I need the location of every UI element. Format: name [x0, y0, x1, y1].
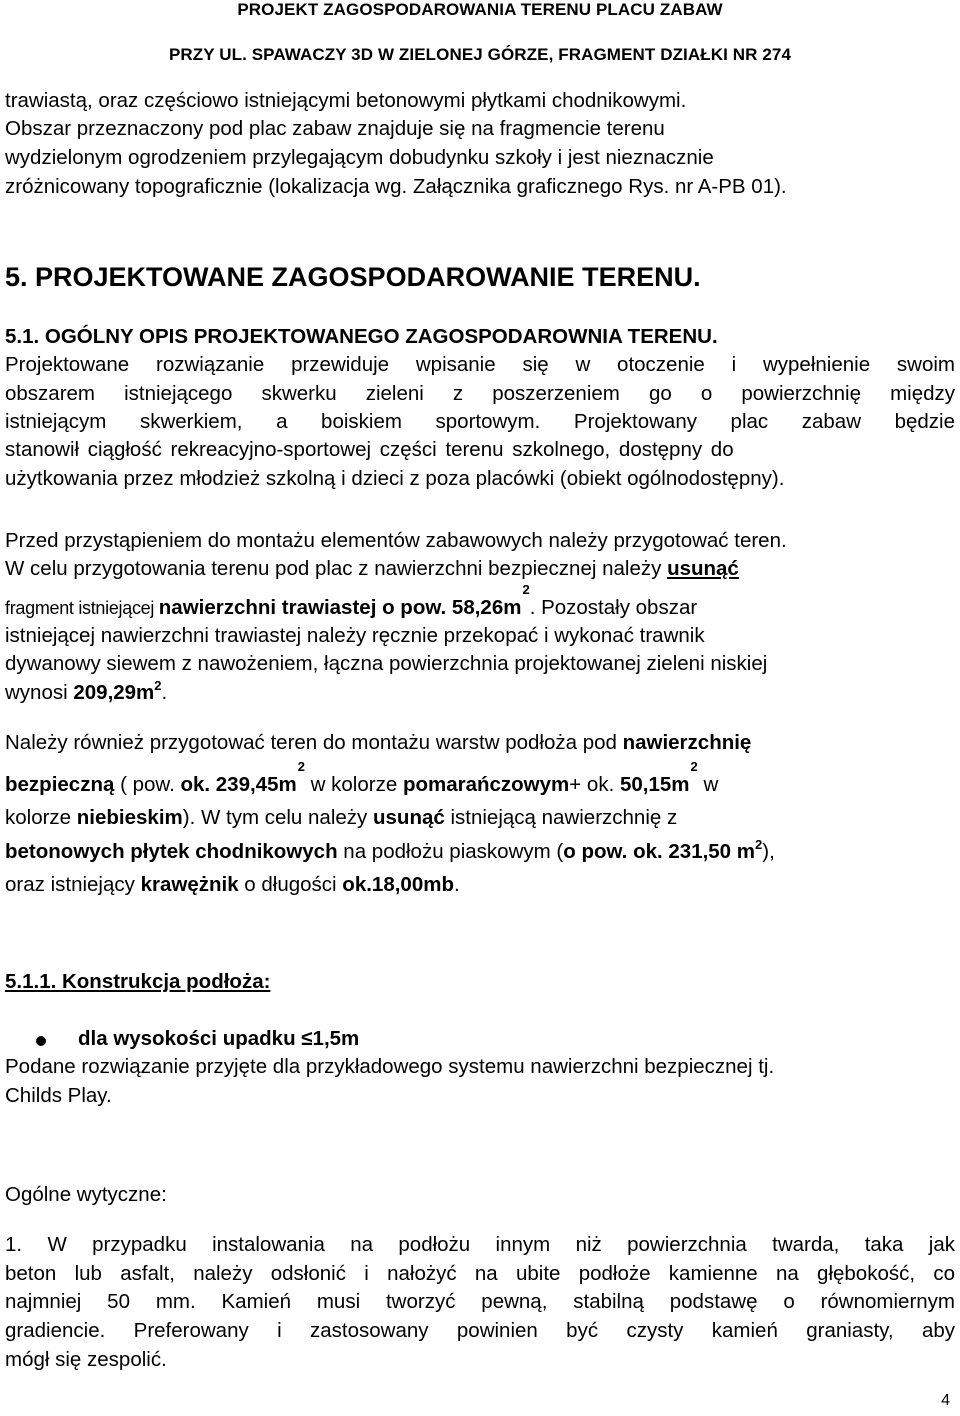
- prep-area-emphasis: nawierzchni trawiastej o pow. 58,26m: [158, 596, 522, 619]
- body-line: stanowił ciągłość rekreacyjno-sportowej części terenu szkolnego, dostępny do: [5, 438, 734, 461]
- surface-line: [5, 759, 719, 800]
- surface-text: o długości: [238, 873, 343, 896]
- surface-text: ( pow.: [114, 773, 181, 796]
- prep-area-emphasis: 209,29m: [73, 681, 155, 704]
- running-header-line1: PROJEKT ZAGOSPODAROWANIA TERENU PLACU ZABAW: [237, 0, 723, 19]
- body-line: istniejącym skwerkiem, a boiskiem sportowym. Projektowany plac zabaw będzie: [5, 410, 955, 433]
- intro-line: zróżnicowany topograficznie (lokalizacja wg. Załącznika graficznego Rys. nr A-PB 01).: [5, 175, 787, 198]
- prep-text: W celu przygotowania terenu pod plac z nawierzchni bezpiecznej należy: [5, 557, 668, 580]
- prep-text: . Pozostały obszar: [529, 596, 698, 619]
- section-5-1-1-heading: 5.1.1. Konstrukcja podłoża:: [5, 970, 271, 993]
- guideline-line: gradiencie. Preferowany i zastosowany powinien być czysty kamień graniasty, aby: [5, 1319, 955, 1342]
- body-line: Podane rozwiązanie przyjęte dla przykładowego systemu nawierzchni bezpiecznej tj.: [5, 1055, 775, 1078]
- surface-text: oraz istniejący: [5, 873, 141, 896]
- surface-emphasis: nawierzchnię: [622, 731, 752, 754]
- running-header-line2: PRZY UL. SPAWACZY 3D W ZIELONEJ GÓRZE, FRAGMENT DZIAŁKI NR 274: [168, 45, 792, 64]
- surface-text: w: [697, 773, 719, 796]
- prep-text: wynosi: [5, 681, 74, 704]
- prep-line: [5, 680, 167, 708]
- superscript: 2: [690, 759, 698, 774]
- superscript: 2: [154, 678, 162, 693]
- bullet-icon: [36, 1036, 46, 1046]
- surface-text: .: [453, 873, 460, 896]
- surface-text: Należy również przygotować teren do montażu warstw podłoża pod: [5, 731, 623, 754]
- body-line: obszarem istniejącego skwerku zieleni z poszerzeniem go o powierzchnię między: [5, 382, 955, 405]
- surface-text: ),: [762, 840, 775, 863]
- prep-remove-emphasis: usunąć: [667, 557, 739, 580]
- surface-emphasis: krawężnik: [140, 873, 239, 896]
- body-line: Childs Play.: [5, 1084, 112, 1107]
- surface-text: na podłożu piaskowym (: [337, 840, 564, 863]
- intro-line: Obszar przeznaczony pod plac zabaw znajduje się na fragmencie terenu: [5, 117, 665, 140]
- surface-emphasis: betonowych płytek chodnikowych: [5, 840, 338, 863]
- surface-emphasis: pomarańczowym: [402, 773, 570, 796]
- surface-line: [5, 872, 460, 898]
- surface-text: + ok.: [569, 773, 620, 796]
- surface-emphasis: o pow. ok. 231,50 m: [563, 840, 756, 863]
- surface-line: [5, 839, 775, 867]
- section-5-1-heading: 5.1. OGÓLNY OPIS PROJEKTOWANEGO ZAGOSPODAROWNIA TERENU.: [5, 325, 718, 348]
- guideline-line: beton lub asfalt, należy odsłonić i nałożyć na ubite podłoże kamienne na głębokość, co: [5, 1262, 955, 1285]
- surface-text: kolorze: [5, 806, 77, 829]
- superscript: 2: [522, 582, 530, 597]
- body-line: użytkowania przez młodzież szkolną i dzieci z poza placówki (obiekt ogólnodostępny).: [5, 467, 785, 490]
- surface-text: w kolorze: [304, 773, 403, 796]
- bullet-item: dla wysokości upadku ≤1,5m: [78, 1027, 360, 1050]
- intro-line: trawiastą, oraz częściowo istniejącymi betonowymi płytkami chodnikowymi.: [5, 89, 687, 112]
- page-number: 4: [941, 1392, 950, 1409]
- prep-line: [5, 556, 739, 582]
- surface-line: [5, 805, 677, 831]
- prep-line: dywanowy siewem z nawożeniem, łączna powierzchnia projektowanej zieleni niskiej: [5, 652, 768, 675]
- surface-emphasis: niebieskim: [76, 806, 183, 829]
- section-5-heading: 5. PROJEKTOWANE ZAGOSPODAROWANIE TERENU.: [5, 262, 701, 292]
- surface-text: ). W tym celu należy: [182, 806, 373, 829]
- surface-emphasis: bezpieczną: [5, 773, 115, 796]
- surface-emphasis: ok.18,00mb: [342, 873, 454, 896]
- guidelines-heading: Ogólne wytyczne:: [5, 1183, 167, 1206]
- intro-line: wydzielonym ogrodzeniem przylegającym dobudynku szkoły i jest nieznacznie: [5, 146, 714, 169]
- surface-emphasis: usunąć: [373, 806, 445, 829]
- surface-line: [5, 730, 751, 756]
- guideline-line: najmniej 50 mm. Kamień musi tworzyć pewną, stabilną podstawę o równomiernym: [5, 1290, 955, 1313]
- surface-text: istniejącą nawierzchnię z: [444, 806, 678, 829]
- body-line: Projektowane rozwiązanie przewiduje wpisanie się w otoczenie i wypełnienie swoim: [5, 353, 955, 376]
- surface-emphasis: 50,15m: [619, 773, 690, 796]
- guideline-line: mógł się zespolić.: [5, 1348, 167, 1371]
- prep-text: fragment istniejącej: [5, 598, 159, 618]
- prep-line: istniejącej nawierzchni trawiastej należy ręcznie przekopać i wykonać trawnik: [5, 624, 705, 647]
- prep-text: .: [161, 681, 168, 704]
- prep-line: [5, 582, 698, 623]
- superscript: 2: [297, 759, 305, 774]
- superscript: 2: [755, 837, 763, 852]
- prep-line: Przed przystąpieniem do montażu elementów zabawowych należy przygotować teren.: [5, 529, 787, 552]
- guideline-line: 1. W przypadku instalowania na podłożu innym niż powierzchnia twarda, taka jak: [5, 1233, 955, 1256]
- surface-emphasis: ok. 239,45m: [180, 773, 297, 796]
